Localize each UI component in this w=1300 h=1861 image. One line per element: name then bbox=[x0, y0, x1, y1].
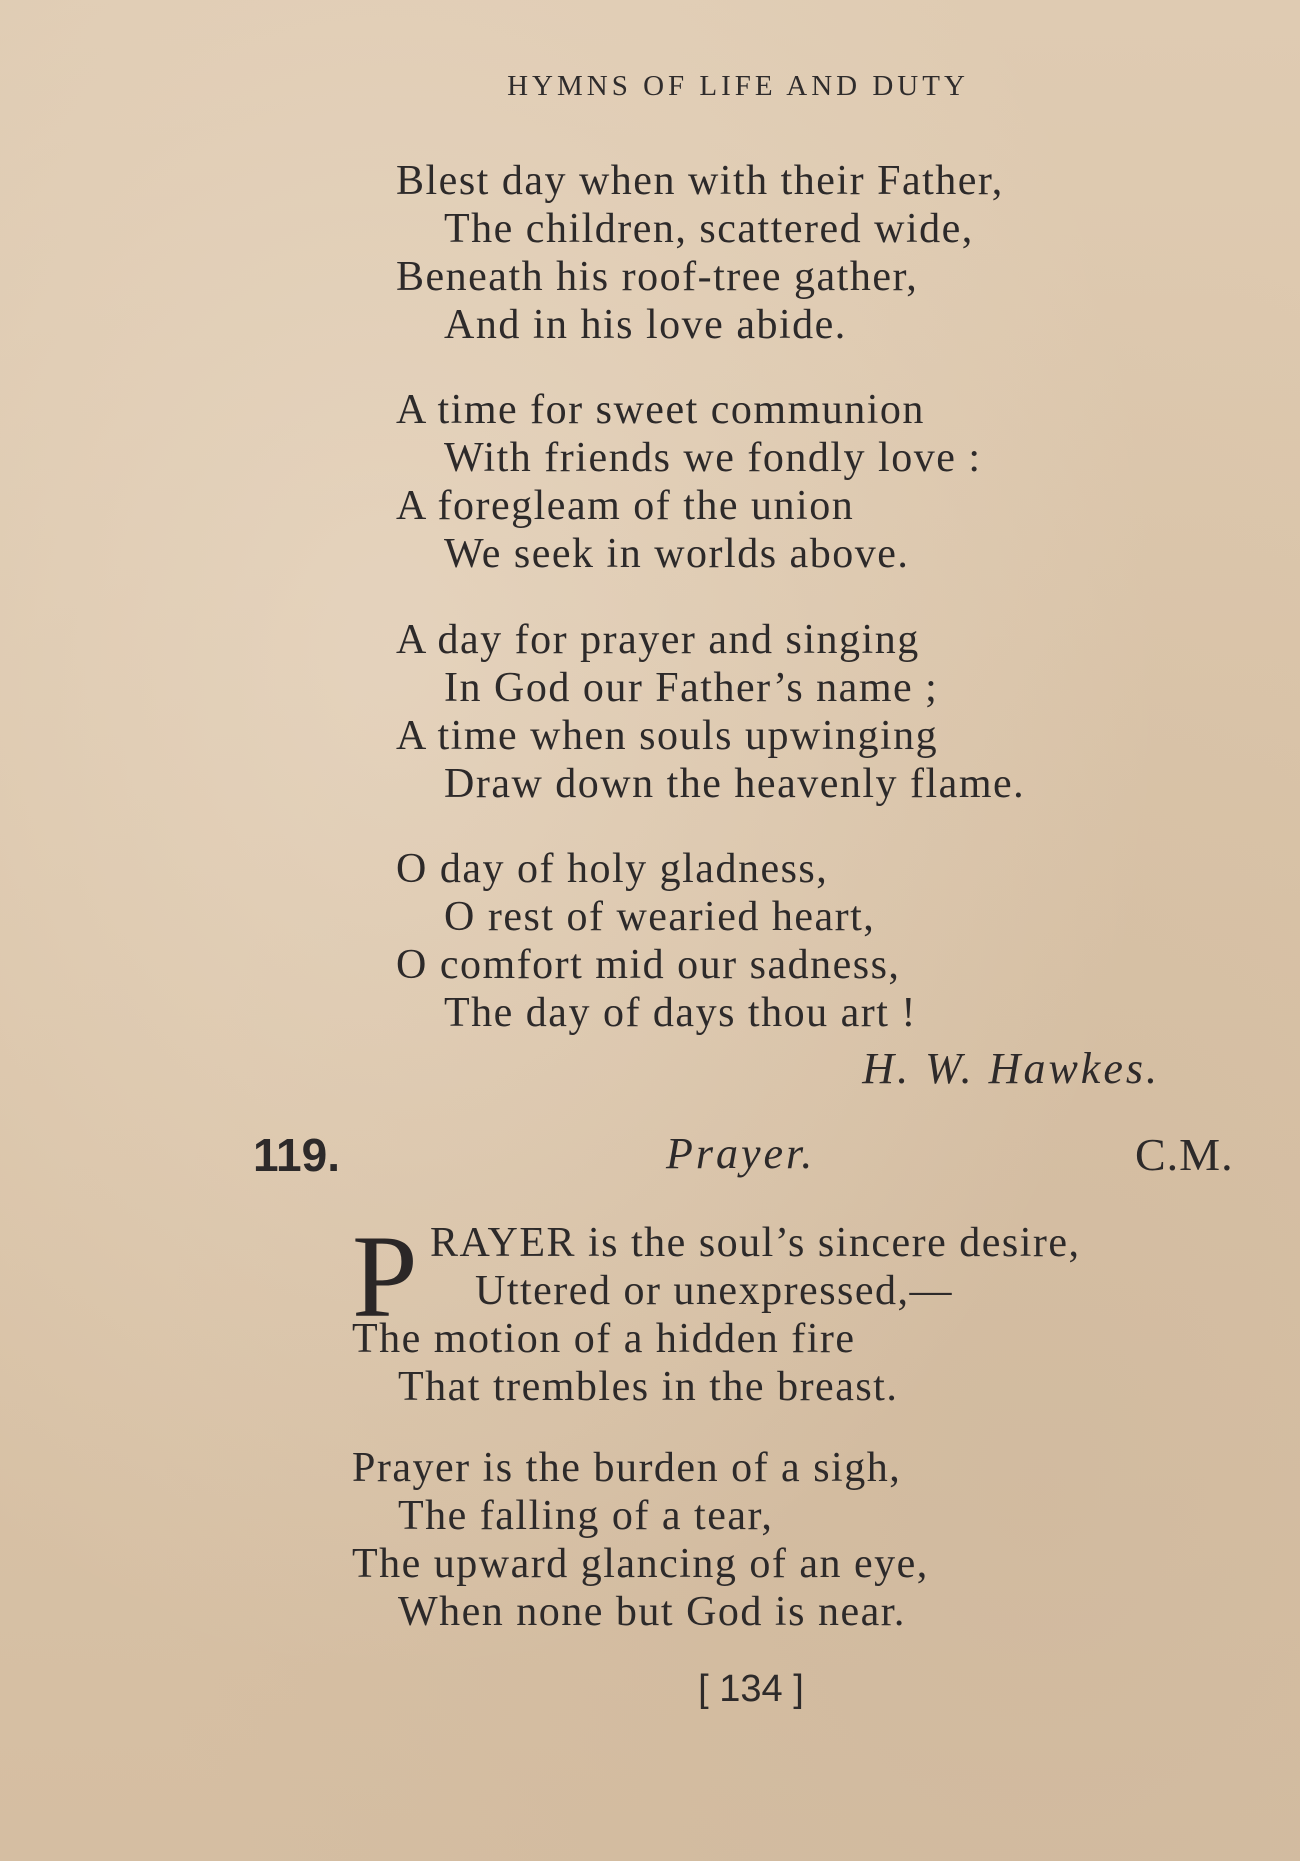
verse-line: The upward glancing of an eye, bbox=[352, 1541, 929, 1587]
page-number: [ 134 ] bbox=[698, 1668, 804, 1710]
verse-line: The motion of a hidden fire bbox=[352, 1316, 856, 1362]
verse-line: Beneath his roof-tree gather, bbox=[396, 254, 919, 300]
hymn-header bbox=[0, 1128, 1300, 1188]
verse-line: With friends we fondly love : bbox=[444, 435, 982, 481]
verse-line: RAYER is the soul’s sincere desire, bbox=[430, 1220, 1081, 1266]
verse-line: A day for prayer and singing bbox=[396, 617, 920, 663]
hymn-number: 119. bbox=[253, 1129, 340, 1181]
verse-line: A foregleam of the union bbox=[396, 483, 855, 529]
verse-line: Blest day when with their Father, bbox=[396, 158, 1004, 204]
verse-line: And in his love abide. bbox=[444, 302, 847, 348]
verse-line: O day of holy gladness, bbox=[396, 846, 829, 892]
verse-line: Prayer is the burden of a sigh, bbox=[352, 1445, 902, 1491]
verse-line: Uttered or unexpressed,— bbox=[475, 1268, 954, 1314]
running-head: HYMNS OF LIFE AND DUTY bbox=[507, 70, 969, 102]
verse-line: In God our Father’s name ; bbox=[444, 665, 939, 711]
hymn-meter: C.M. bbox=[1135, 1129, 1234, 1180]
verse-line: A time when souls upwinging bbox=[396, 713, 939, 759]
verse-line: The children, scattered wide, bbox=[444, 206, 974, 252]
verse-line: That trembles in the breast. bbox=[398, 1364, 899, 1410]
verse-line: Draw down the heavenly flame. bbox=[444, 761, 1026, 807]
verse-line: When none but God is near. bbox=[398, 1589, 906, 1635]
drop-cap: P bbox=[352, 1211, 418, 1342]
verse-line: A time for sweet communion bbox=[396, 387, 925, 433]
verse-line: O comfort mid our sadness, bbox=[396, 942, 901, 988]
hymn-title: Prayer. bbox=[666, 1129, 816, 1178]
author-attribution: H. W. Hawkes. bbox=[862, 1044, 1160, 1093]
verse-line: O rest of wearied heart, bbox=[444, 894, 876, 940]
verse-line: We seek in worlds above. bbox=[444, 531, 910, 577]
verse-line: The falling of a tear, bbox=[398, 1493, 774, 1539]
verse-line: The day of days thou art ! bbox=[444, 990, 917, 1036]
